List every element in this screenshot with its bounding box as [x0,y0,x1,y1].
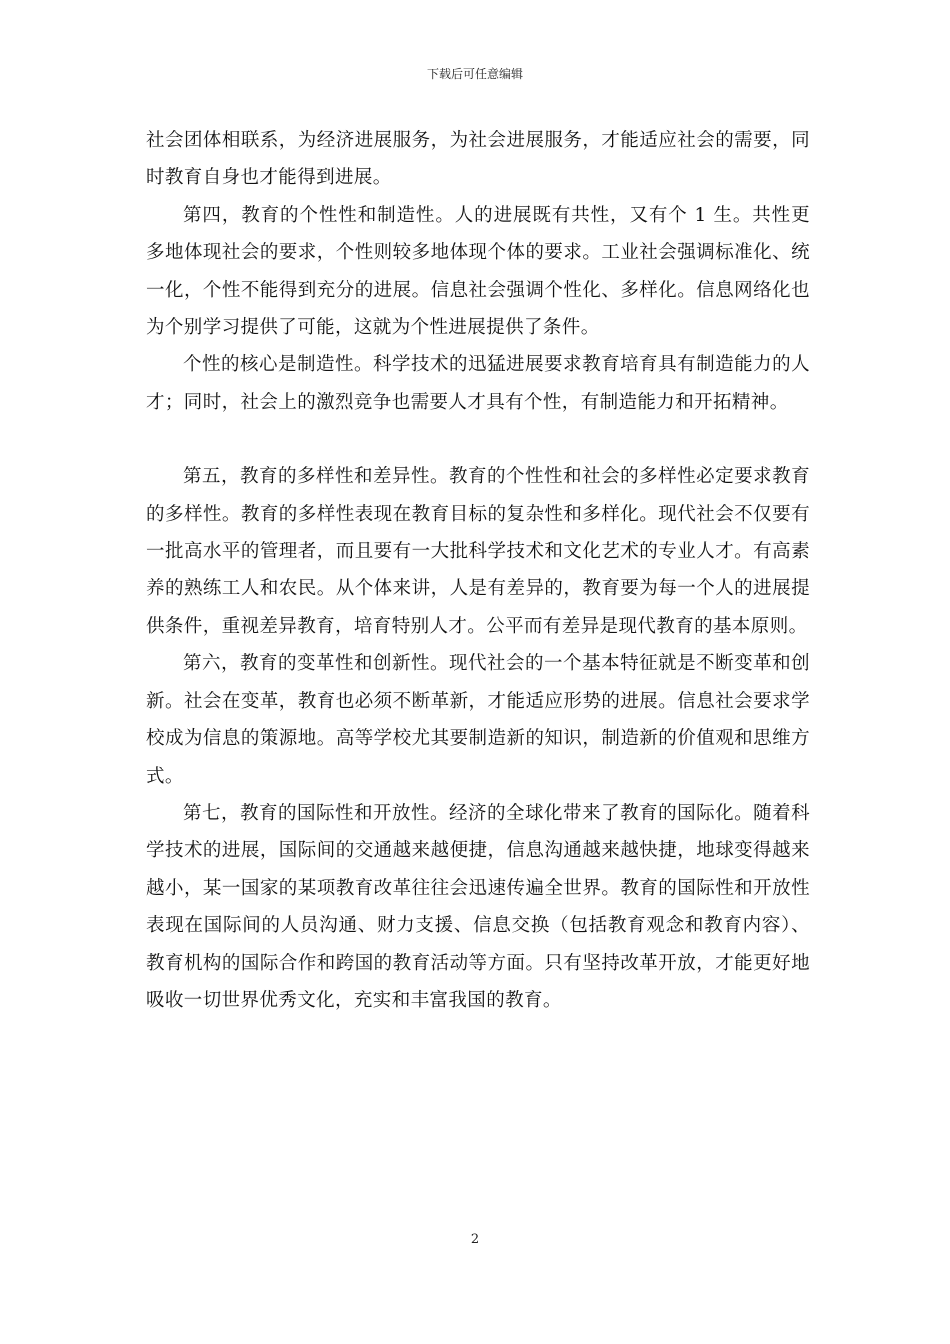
paragraph-sixth: 第六，教育的变革性和创新性。现代社会的一个基本特征就是不断变革和创新。社会在变革，教育也必须不断革新，才能适应形势的进展。信息社会要求学校成为信息的策源地。高等学校尤其要制造新的知识，制造新的价值观和思维方式。 [146,653,810,787]
paragraph-seventh: 第七，教育的国际性和开放性。经济的全球化带来了教育的国际化。随着科学技术的进展，国际间的交通越来越便捷，信息沟通越来越快捷，地球变得越来越小，某一国家的某项教育改革往往会迅速传遍全世界。教育的国际性和开放性表现在国际间的人员沟通、财力支援、信息交换（包括教育观念和教育内容）、教育机构的国际合作和跨国的教育活动等方面。只有坚持改革开放，才能更好地吸收一切世界优秀文化，充实和丰富我国的教育。 [146,802,810,1011]
paragraph-continuation: 社会团体相联系，为经济进展服务，为社会进展服务，才能适应社会的需要，同时教育自身也才能得到进展。 [146,130,810,189]
document-body [146,122,810,1019]
paragraph-fourth: 第四，教育的个性性和制造性。人的进展既有共性，又有个 1 生。共性更多地体现社会的要求，个性则较多地体现个体的要求。工业社会强调标准化、统一化，个性不能得到充分的进展。信息社会强调个性化、多样化。信息网络化也为个别学习提供了可能，这就为个性进展提供了条件。 [146,204,810,339]
page-number: 2 [470,1232,480,1247]
page-header: 下载后可任意编辑 [426,67,523,81]
paragraph-creativity: 个性的核心是制造性。科学技术的迅猛进展要求教育培育具有制造能力的人才；同时，社会上的激烈竞争也需要人才具有个性，有制造能力和开拓精神。 [146,354,810,413]
paragraph-fifth: 第五，教育的多样性和差异性。教育的个性性和社会的多样性必定要求教育的多样性。教育的多样性表现在教育目标的复杂性和多样化。现代社会不仅要有一批高水平的管理者，而且要有一大批科学技术和文化艺术的专业人才。有高素养的熟练工人和农民。从个体来讲，人是有差异的，教育要为每一个人的进展提供条件，重视差异教育，培育特别人才。公平而有差异是现代教育的基本原则。 [146,466,810,637]
